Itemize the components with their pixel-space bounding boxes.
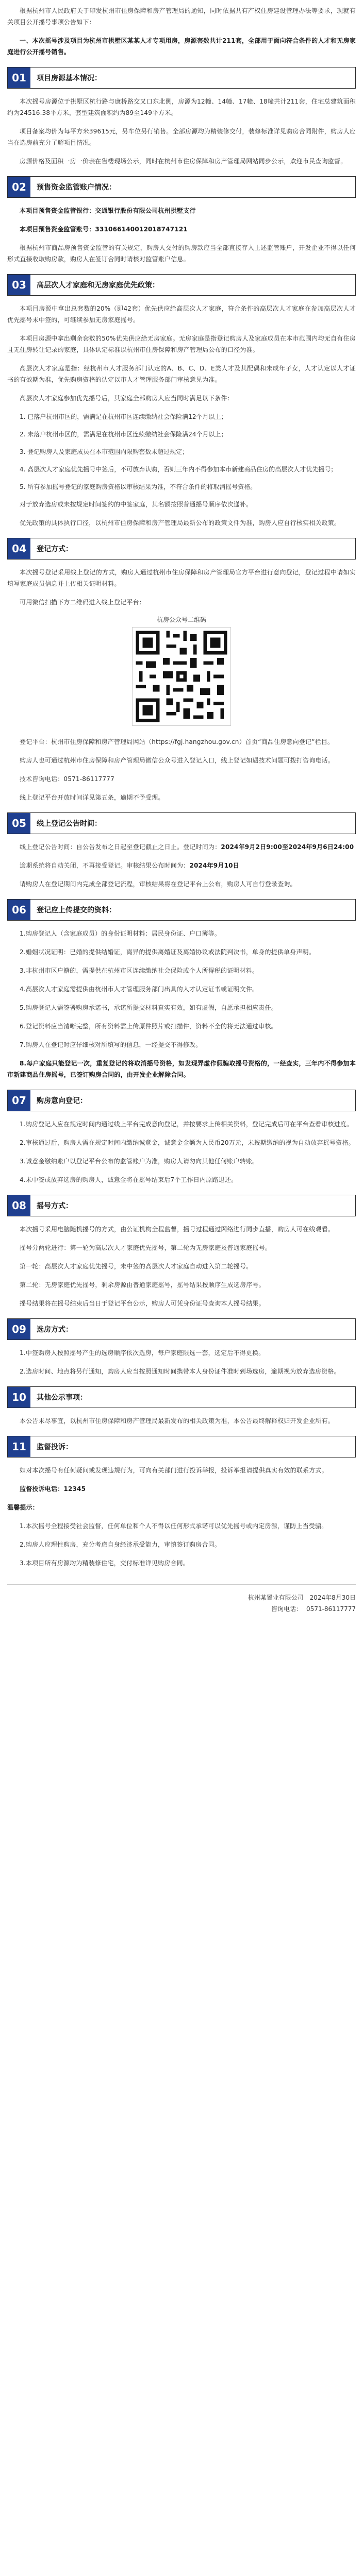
s5-time2: 2024年9月10日 xyxy=(189,862,239,869)
section-title: 登记应上传提交的资料： xyxy=(37,906,116,914)
s6-p3: 3.非杭州市区户籍的，需提供在杭州市区连续缴纳社会保险或个人所得税的证明材料。 xyxy=(20,967,259,974)
s3-p3: 高层次人才家庭是指：经杭州市人才服务部门认定的A、B、C、D、E类人才及其配偶和未成年子女，人才认定以人才证书的有效期为准，优先购房资格的认定以市人才管理服务部门审核意见为准。 xyxy=(7,365,356,383)
s3-list-item: 4. 高层次人才家庭优先摇号中签后，不可放弃认购，否则三年内不得参加本市新建商品住房的高层次人才优先摇号； xyxy=(20,466,337,473)
section-04-header xyxy=(7,538,356,560)
s3-p1: 本项目房源中拿出总套数的20%（即42套）优先供应给高层次人才家庭，符合条件的高层次人才家庭在参加高层次人才优先摇号未中签的，可继续参加无房家庭摇号。 xyxy=(7,305,356,324)
section-03-header xyxy=(7,274,356,296)
s2-p3: 根据杭州市商品房预售资金监管的有关规定，购房人交付的购房款应当全部直接存入上述监管账户，开发企业不得以任何形式直接收取购房款，购房人在签订合同时请核对监管账户信息。 xyxy=(7,244,356,263)
section-title: 摇号方式： xyxy=(37,1202,73,1210)
s5-p2 xyxy=(7,860,356,871)
s3-list-item: 1. 已落户杭州市区的，需满足在杭州市区连续缴纳社会保险满12个月以上； xyxy=(20,413,227,420)
qr-code-image[interactable] xyxy=(132,627,231,726)
s6-p6: 6.登记资料应当清晰完整，所有资料需上传原件照片或扫描件，资料不全的将无法通过审核。 xyxy=(20,1023,277,1030)
footer-company: 杭州某置业有限公司 xyxy=(248,1594,304,1601)
section-title: 预售资金监管账户情况： xyxy=(37,183,116,192)
s3-p5: 对于放弃选房或未按规定时间签约的中签家庭，其名额按照普通摇号顺序依次递补。 xyxy=(20,501,253,508)
footer xyxy=(7,1592,356,1615)
section-07-header xyxy=(7,1090,356,1111)
section-number: 08 xyxy=(8,1195,30,1216)
section-09-header xyxy=(7,1318,356,1340)
section-11-header xyxy=(7,1436,356,1458)
outro-p3: 3.本项目所有房源均为精装修住宅，交付标准详见购房合同。 xyxy=(20,1560,190,1567)
s2-account: 本项目预售资金监管账号：331066140012018747121 xyxy=(20,226,188,233)
footer-divider xyxy=(7,1584,356,1585)
s3-p6: 优先政策的具体执行口径，以杭州市住房保障和房产管理局最新公布的政策文件为准，购房人应自行核实相关政策。 xyxy=(20,519,341,527)
s1-p2: 项目备案均价为每平方米39615元，另车位另行销售。全部房源均为精装修交付，装修标准详见购房合同附件，购房人应当在选房前充分了解项目情况。 xyxy=(7,128,356,146)
section-title: 监督投诉： xyxy=(37,1443,73,1451)
section-10-header xyxy=(7,1386,356,1408)
intro-paragraph: 根据杭州市人民政府关于印发杭州市住房保障和房产管理局的通知，同时依据共有产权住房建设管理办法等要求，现就有关项目公开摇号事项公告如下： xyxy=(7,7,356,26)
s8-p3: 第一轮：高层次人才家庭优先摇号，未中签的高层次人才家庭自动进入第二轮摇号。 xyxy=(20,1263,253,1270)
section-number: 01 xyxy=(8,67,30,88)
s6-p8: 8.每户家庭只能登记一次，重复登记的将取消摇号资格，如发现弄虚作假骗取摇号资格的，一经查实，三年内不得参加本市新建商品住房摇号，已签订购房合同的，由开发企业解除合同。 xyxy=(7,1060,356,1078)
outro-heading: 温馨提示： xyxy=(7,1504,39,1511)
s6-p1: 1.购房登记人（含家庭成员）的身份证明材料：居民身份证、户口簿等。 xyxy=(20,930,221,937)
s11-p2: 监督投诉电话：12345 xyxy=(20,1485,86,1493)
section-01-header xyxy=(7,67,356,89)
section-title: 其他公示事项： xyxy=(37,1394,87,1402)
section-title: 线上登记公告时间： xyxy=(37,820,102,828)
section-05-header xyxy=(7,812,356,834)
s10-p1: 本公告未尽事宜，以杭州市住房保障和房产管理局最新发布的相关政策为准，本公告最终解释权归开发企业所有。 xyxy=(20,1417,335,1425)
s9-p2: 2.选房时间、地点将另行通知，购房人应当按照通知时间携带本人身份证件准时到场选房，逾期视为放弃选房资格。 xyxy=(20,1368,340,1375)
s4-p6: 线上登记平台开放时间详见第五条，逾期不予受理。 xyxy=(20,794,164,801)
footer-contact: 0571-86117777 xyxy=(306,1605,356,1613)
s1-p1: 本次摇号房源位于拱墅区杭行路与康桥路交叉口东北侧，房源为12幢、14幢、17幢、18幢共计211套，住宅总建筑面积约为24516.38平方米，套型建筑面积约为89至149平方米。 xyxy=(7,98,356,116)
s6-p4: 4.高层次人才家庭需提供由杭州市人才管理服务部门出具的人才认定证书或证明文件。 xyxy=(20,986,259,993)
section-title: 选房方式： xyxy=(37,1326,73,1334)
s6-p2: 2.婚姻状况证明：已婚的提供结婚证，离异的提供离婚证及离婚协议或法院判决书，单身的提供单身声明。 xyxy=(20,948,316,956)
section-number: 07 xyxy=(8,1090,30,1111)
section-title: 项目房源基本情况： xyxy=(37,74,102,82)
s3-list-item: 5. 所有参加摇号登记的家庭购房资格以审核结果为准，不符合条件的将取消摇号资格。 xyxy=(20,483,257,490)
s6-p5: 5.购房登记人需签署购房承诺书，承诺所提交材料真实有效，如有虚假，自愿承担相应责任。 xyxy=(20,1004,277,1011)
footer-contact-label: 咨询电话： xyxy=(271,1605,303,1613)
section-number: 03 xyxy=(8,275,30,295)
s3-p2: 本项目房源中拿出剩余套数的50%优先供应给无房家庭。无房家庭是指登记购房人及家庭成员在本市范围内均无自有住房且无住房转让记录的家庭，具体认定标准以杭州市住房保障和房产管理局公布的口径为准。 xyxy=(7,335,356,353)
outro-p1: 1.本次摇号全程接受社会监督，任何单位和个人不得以任何形式承诺可以优先摇号或内定房源，谨防上当受骗。 xyxy=(20,1522,328,1530)
s7-p1: 1.购房登记人应在规定时间内通过线上平台完成意向登记，并按要求上传相关资料，登记完成后可在平台查看审核进度。 xyxy=(20,1121,353,1128)
s8-p5: 摇号结果将在摇号结束后当日于登记平台公示，购房人可凭身份证号查询本人摇号结果。 xyxy=(20,1300,265,1307)
s3-p4: 高层次人才家庭参加优先摇号后，其家庭全部购房人应当同时满足以下条件： xyxy=(20,395,234,402)
s5-p1-text: 线上登记公告时间：自公告发布之日起至登记截止之日止。登记时间为： xyxy=(20,843,221,851)
section-title: 购房意向登记： xyxy=(37,1097,87,1105)
section-08-header xyxy=(7,1195,356,1216)
s2-bank: 本项目预售资金监管银行：交通银行股份有限公司杭州拱墅支行 xyxy=(20,207,196,214)
section-02-header xyxy=(7,176,356,198)
qr-code-label: 杭房公众号二维码 xyxy=(156,616,206,623)
s11-p1: 如对本次摇号有任何疑问或发现违规行为，可向有关部门进行投诉举报，投诉举报请提供真实有效的联系方式。 xyxy=(20,1467,328,1474)
section-number: 09 xyxy=(8,1319,30,1340)
s4-p3: 登记平台：杭州市住房保障和房产管理局网站（https://fgj.hangzhou.gov.cn）首页“商品住房意向登记”栏目。 xyxy=(20,738,334,745)
section-number: 02 xyxy=(8,177,30,197)
s7-p3: 3.诚意金缴纳账户以登记平台公布的监管账户为准，购房人请勿向其他任何账户转账。 xyxy=(20,1158,259,1165)
section-number: 06 xyxy=(8,900,30,920)
qr-code-wrapper xyxy=(7,627,356,726)
section-title: 登记方式： xyxy=(37,545,73,553)
s8-p2: 摇号分两轮进行：第一轮为高层次人才家庭优先摇号，第二轮为无房家庭及普通家庭摇号。 xyxy=(20,1244,272,1251)
s5-p3: 请购房人在登记期间内完成全部登记流程，审核结果将在登记平台上公布，购房人可自行登录查询。 xyxy=(20,880,296,888)
outro-p2: 2.购房人应理性购房，充分考虑自身经济承受能力，审慎签订购房合同。 xyxy=(20,1541,221,1548)
s4-p5: 技术咨询电话：0571-86117777 xyxy=(20,775,114,783)
section-number: 05 xyxy=(8,813,30,834)
s4-p4: 购房人也可通过杭州市住房保障和房产管理局微信公众号进入登记入口，线上登记如遇技术问题可拨打咨询电话。 xyxy=(20,757,335,764)
s3-list-item: 3. 登记购房人及家庭成员在本市范围内限购套数未超过规定； xyxy=(20,448,189,455)
s4-p2: 可用微信扫描下方二维码进入线上登记平台： xyxy=(20,599,146,606)
section-number: 04 xyxy=(8,538,30,559)
footer-date: 2024年8月30日 xyxy=(309,1594,356,1601)
s3-list-item: 2. 未落户杭州市区的，需满足在杭州市区连续缴纳社会保险满24个月以上； xyxy=(20,431,227,438)
s5-time: 2024年9月2日9:00至2024年9月6日24:00 xyxy=(221,843,354,851)
s5-p2-text: 逾期系统将自动关闭，不再接受登记。审核结果公布时间为： xyxy=(20,862,190,869)
s7-p2: 2.审核通过后，购房人需在规定时间内缴纳诚意金，诚意金金额为人民币20万元，未按期缴纳的视为自动放弃摇号资格。 xyxy=(20,1139,355,1146)
s8-p1: 本次摇号采用电脑随机摇号的方式，由公证机构全程监督，摇号过程通过网络进行同步直播，购房人可在线观看。 xyxy=(20,1226,335,1233)
s4-p1: 本次摇号登记采用线上登记的方式，购房人通过杭州市住房保障和房产管理局官方平台进行意向登记，登记过程中请如实填写家庭成员信息并上传相关证明材料。 xyxy=(7,569,356,587)
intro-highlight: 一、本次摇号涉及项目为杭州市拱墅区某某人才专项用房，房源套数共计211套，全部用于面向符合条件的人才和无房家庭进行公开摇号销售。 xyxy=(7,37,356,56)
s6-p7: 7.购房人在登记时应仔细核对所填写的信息，一经提交不得修改。 xyxy=(20,1041,202,1048)
s8-p4: 第二轮：无房家庭优先摇号，剩余房源由普通家庭摇号，摇号结果按顺序生成选房序号。 xyxy=(20,1281,265,1289)
section-number: 11 xyxy=(8,1436,30,1457)
s1-p3: 房源价格及面积一房一价表在售楼现场公示，同时在杭州市住房保障和房产管理局网站同步公示，欢迎市民查询监督。 xyxy=(20,158,347,165)
s7-p4: 4.未中签或放弃选房的购房人，诚意金将在摇号结束后7个工作日内原路退还。 xyxy=(20,1176,238,1183)
section-number: 10 xyxy=(8,1387,30,1408)
section-06-header xyxy=(7,899,356,921)
section-title: 高层次人才家庭和无房家庭优先政策： xyxy=(37,281,159,290)
s9-p1: 1.中签购房人按照摇号产生的选房顺序依次选房，每户家庭限选一套，选定后不得更换。 xyxy=(20,1349,265,1357)
s5-p1 xyxy=(7,841,356,853)
